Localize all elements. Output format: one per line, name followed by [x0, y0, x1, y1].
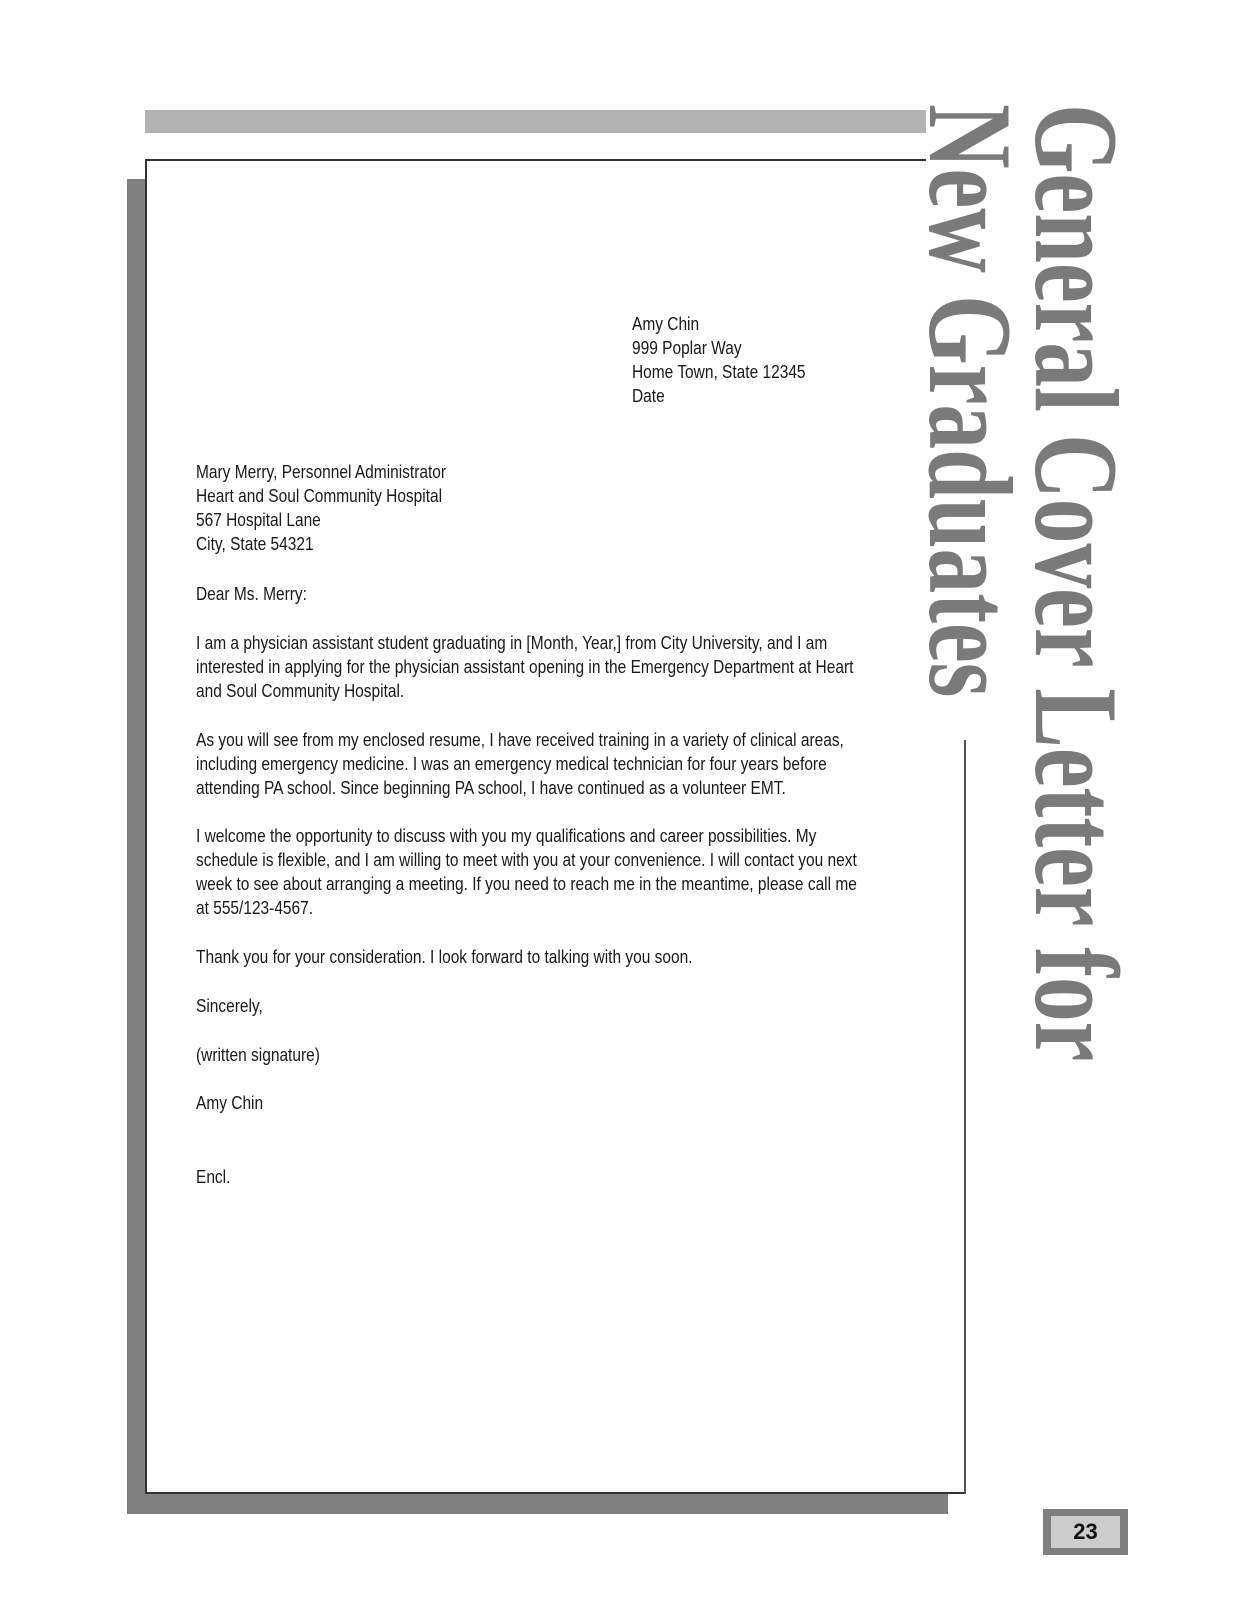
paragraph-line: schedule is flexible, and I am willing to meet with you at your convenience. I will contact you next [196, 850, 857, 870]
page-border-top [145, 159, 926, 161]
closing [196, 994, 263, 1018]
signer-name [196, 1091, 263, 1115]
body-paragraph-1 [196, 631, 853, 703]
sender-city-state-zip: Home Town, State 12345 [632, 362, 806, 382]
body-paragraph-3 [196, 824, 857, 920]
paragraph-line: week to see about arranging a meeting. If you need to reach me in the meantime, please call me [196, 874, 857, 894]
page-border-bottom [145, 1492, 966, 1494]
title-line1-text: General Cover Letter for [1010, 104, 1143, 1062]
letter-date: Date [632, 386, 665, 406]
recipient-address-block [196, 460, 446, 556]
title-line2-text: New Graduates [904, 104, 1037, 698]
enclosure-text: Encl. [196, 1167, 231, 1187]
salutation [196, 582, 307, 606]
paragraph-line: at 555/123-4567. [196, 898, 314, 918]
recipient-city-state-zip: City, State 54321 [196, 534, 314, 554]
signature-text: (written signature) [196, 1045, 320, 1065]
decorative-top-bar [145, 110, 926, 133]
recipient-name-title: Mary Merry, Personnel Administrator [196, 462, 447, 482]
sender-name: Amy Chin [632, 314, 700, 334]
paragraph-line: I welcome the opportunity to discuss with you my qualifications and career possibilities. My [196, 826, 817, 846]
paragraph-line: I am a physician assistant student graduating in [Month, Year,] from City University, and I am [196, 633, 828, 653]
body-paragraph-2 [196, 728, 844, 800]
page-border-left [145, 159, 147, 1494]
sender-street: 999 Poplar Way [632, 338, 742, 358]
closing-text: Sincerely, [196, 996, 263, 1016]
sender-address-block [632, 312, 806, 408]
body-paragraph-4 [196, 945, 692, 969]
page-number: 23 [1051, 1516, 1120, 1548]
page-number-box [1043, 1509, 1128, 1555]
paragraph-line: Thank you for your consideration. I look forward to talking with you soon. [196, 947, 693, 967]
paragraph-line: interested in applying for the physician assistant opening in the Emergency Department at Heart [196, 657, 854, 677]
recipient-street: 567 Hospital Lane [196, 510, 321, 530]
paragraph-line: attending PA school. Since beginning PA school, I have continued as a volunteer EMT. [196, 778, 786, 798]
vertical-title-line2 [904, 104, 1037, 901]
paragraph-line: including emergency medicine. I was an emergency medical technician for four years before [196, 754, 827, 774]
signature-placeholder [196, 1043, 320, 1067]
paragraph-line: As you will see from my enclosed resume, I have received training in a variety of clinical areas, [196, 730, 844, 750]
signer-name-text: Amy Chin [196, 1093, 264, 1113]
paragraph-line: and Soul Community Hospital. [196, 681, 405, 701]
salutation-text: Dear Ms. Merry: [196, 584, 307, 604]
recipient-organization: Heart and Soul Community Hospital [196, 486, 443, 506]
enclosure-notation [196, 1165, 230, 1189]
